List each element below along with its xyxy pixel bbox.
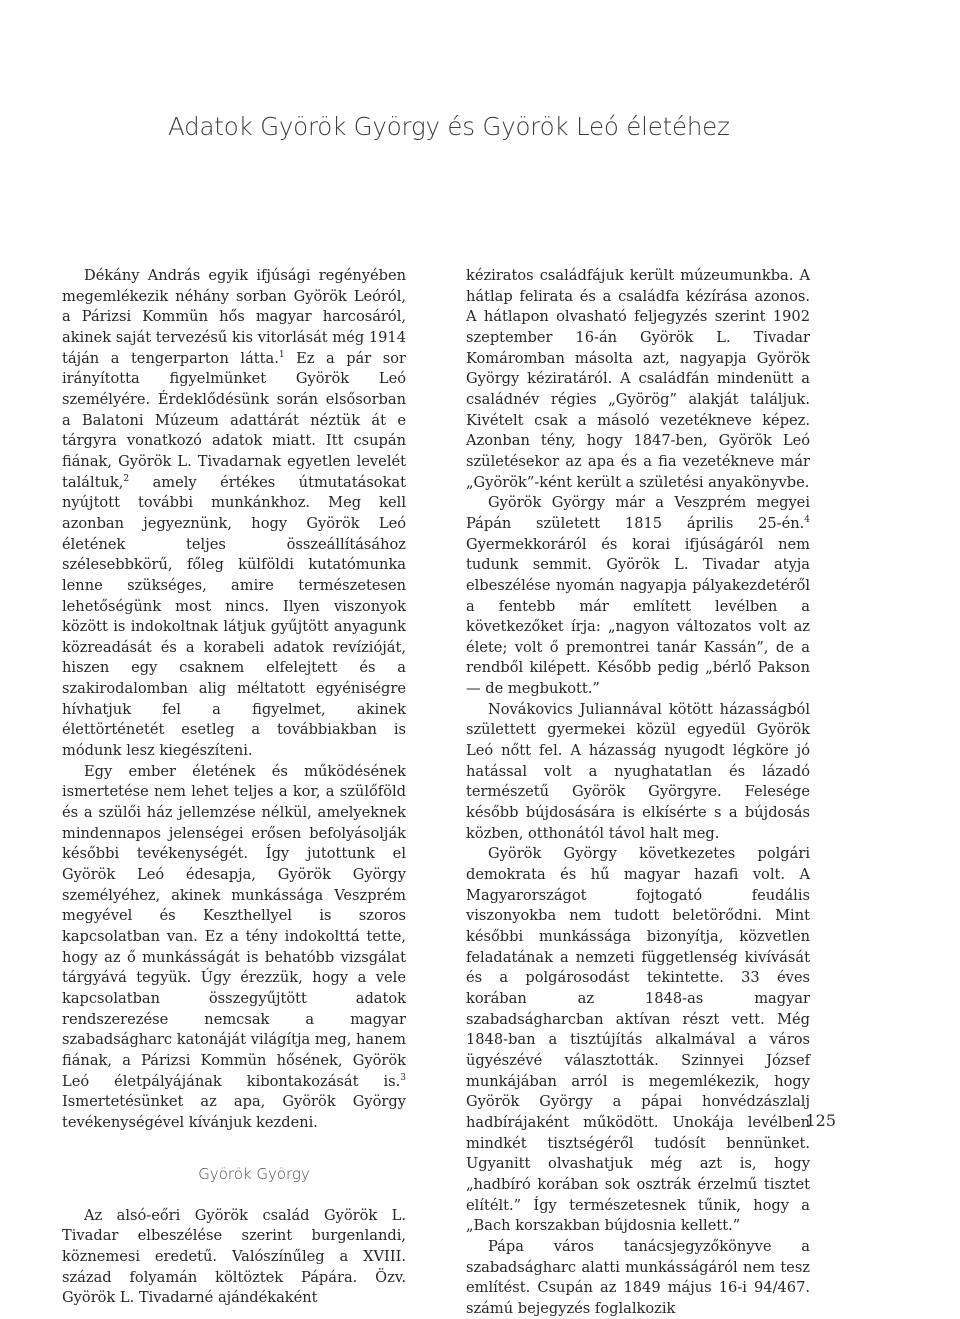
footnote-marker: 1 [278,349,285,360]
paragraph: Az alsó-eőri Györök család Györök L. Tivadar elbeszélése szerint burgenlandi, köznemesi eredetű. Valószínűleg a XVIII. század folyamán költöztek Pápára. Özv. Györök L. Tivadarné ajándékaként [62,1206,406,1307]
section-heading: Györök György [198,1164,310,1183]
paragraph: Györök György következetes polgári demokrata és hű magyar hazafi volt. A Magyarországot fojtogató feudális viszonyokba nem tudott beletörődni. Mint későbbi munkássága bizonyítja, közvetlen feladatának a nemzeti függetlenség kivívását és a polgárosodást tekintette. 33 éves korában az 1848-as magyar szabadságharcban aktívan részt vett. Még 1848-ban a tisztújítás alkalmával a város ügyészévé választották. Szinnyei József munkájában arról is megemlékezik, hogy Györök György a pápai honvédzászlalj hadbírájaként működött. Unokája levélben mindkét tisztségéről tudósít bennünket. Ugyanitt olvashatjuk még azt is, hogy „hadbíró korában sok osztrák érzelmű tisztet elítélt.” Így természetesnek tűnik, hogy a „Bach korszakban bújdosnia kellett.” [466,845,810,1235]
paragraph: Dékány András egyik ifjúsági regényében megemlékezik néhány sorban Györök Leóról, a Párizsi Kommün hős magyar harcosáról, akinek saját tervezésű kis vitorlását még 1914 táján a tengerparton látta.$^1$ Ez a pár sor irányította figyelmünket Györök Leó személyére. Érdeklődésünk során elsősorban a Balatoni Múzeum adattárát néztük át e tárgyra vonatkozó adatok miatt. Itt csupán fiának, Györök L. Tivadarnak egyetlen levelét találtuk,$^2$ amely értékes útmutatásokat nyújtott további munkánkhoz. Meg kell azonban jegyeznünk, hogy Györök Leó életének teljes összeállításához szélesebbkörű, főleg külföldi kutatómunka lenne szükséges, amire természetesen lehetőségünk most nincs. Ilyen viszonyok között is indokoltnak látjuk gyűjtött anyagunk közreadását és a korabeli adatok revízióját, hiszen egy csaknem elfelejtett és a szakirodalomban alig méltatott egyéniségre hívhatjuk fel a figyelmet, akinek élettörténetét esetleg a továbbiakban is módunk lesz kiegészíteni. [62,267,407,760]
paragraph: Novákovics Juliannával kötött házasságból születtett gyermekei közül egyedül Györök Leó nőtt fel. A házasság nyugodt légköre jó hatással volt a nyughatatlan és lázadó természetű Györök Györgyre. Felesége később bújdosására is elkísérte s a bújdosás közben, otthonától távol halt meg. [466,700,810,842]
footnote-marker: 3 [400,1072,406,1083]
page-number: 125 [805,1111,836,1130]
page-title: Adatok Györök György és Györök Leó életéhez [168,112,730,141]
paragraph: Egy ember életének és működésének ismertetése nem lehet teljes a kor, a szülőföld és a szülői ház jellemzése nélkül, amelyeknek mindennapos jelenségei erősen befolyásolják későbbi tevékenységét. Így jutottunk el Györök Leó édesapja, Györök György személyéhez, akinek munkássága Veszprém megyével és Keszthellyel is szoros kapcsolatban van. Ez a tény indokolttá tette, hogy az ő munkásságát is behatóbb vizsgálat tárgyává tegyük. Úgy érezzük, hogy a vele kapcsolatban összegyűjtött adatok rendszerezése nemcsak a magyar szabadságharc katonáját világítja meg, hanem fiának, a Párizsi Kommün hősének, Györök Leó életpályájának kibontakozását is.$^3$ Ismertetésünket az apa, Györök György tevékenységével kívánjuk kezdeni. [62,762,406,1131]
paragraph: kéziratos családfájuk került múzeumunkba. A hátlap felirata és a családfa kézírása azonos. A hátlapon olvasható feljegyzés szerint 1902 szeptember 16-án Györök L. Tivadar Komáromban másolta azt, nagyapja Györök György kéziratáról. A családfán mindenütt a családnév régies „Györög” alakját találjuk. Kivételt csak a másoló vezetékneve képez. Azonban tény, hogy 1847-ben, Györök Leó születésekor az apa és a fia vezetékneve már „Györök”-ként került a születési anyakönyvbe. [466,267,810,491]
paragraph: Pápa város tanácsjegyzőkönyve a szabadságharc alatti munkásságáról nem tesz említést. Csupán az 1849 május 16-i 94/467. számú bejegyzés foglalkozik [466,1237,810,1317]
right-column [466,266,810,1319]
paragraph: Györök György már a Veszprém megyei Pápán született 1815 április 25-én.$^4$ Gyermekkoráról és korai ifjúságáról nem tudunk semmit. Györök L. Tivadar atyja elbeszélése nyomán nagyapja pályakezdetéről a fentebb már említett levélben a következőket írja: „nagyon változatos volt az élete; volt ő premontrei tanár Kassán”, de a rendből kilépett. Később pedig „bérlő Pakson — de megbukott.” [466,494,810,698]
footnote-marker: 2 [123,473,130,484]
left-column [62,266,406,1309]
footnote-marker: 4 [804,515,810,526]
